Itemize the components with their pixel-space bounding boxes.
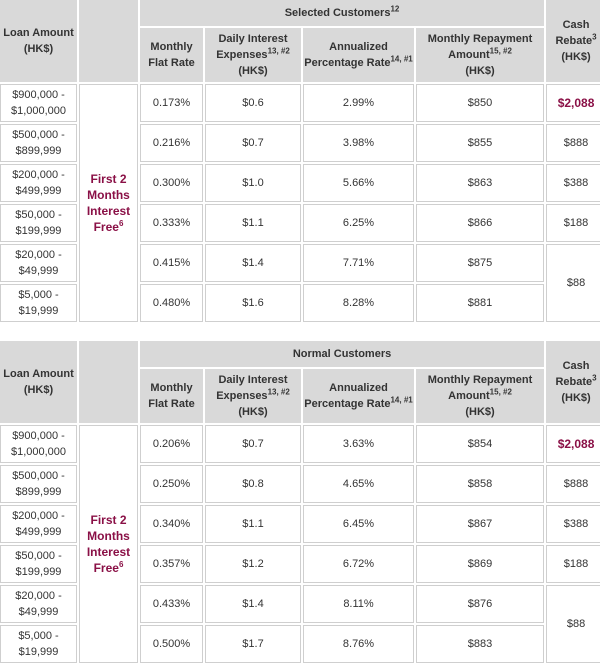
cash-rebate-unit: (HK$) [561, 392, 591, 404]
cash-rebate-label: Cash Rebate [555, 19, 593, 47]
loan-range-low: $20,000 - [15, 590, 62, 602]
loan-range-low: $200,000 - [12, 169, 65, 181]
loan-amount-header [0, 341, 77, 423]
table-title-footnote: 12 [390, 4, 400, 14]
loan-range-high: $1,000,000 [10, 105, 67, 117]
apr-cell: 8.11% [303, 585, 414, 623]
promo-header-blank [79, 341, 138, 423]
loan-range-high: $49,999 [18, 265, 59, 277]
loan-range-cell [0, 164, 77, 202]
cash-rebate-header [546, 0, 600, 82]
monthly-flat-rate-cell: 0.173% [140, 84, 203, 122]
apr-footnote: 14, #1 [390, 54, 413, 64]
promo-header-blank [79, 0, 138, 82]
promo-cell [79, 84, 138, 322]
daily-interest-cell: $1.0 [205, 164, 301, 202]
loan-range-cell [0, 124, 77, 162]
loan-range-low: $900,000 - [12, 430, 65, 442]
loan-range-cell [0, 425, 77, 463]
cash-rebate-cell: $388 [546, 164, 600, 202]
loan-range-low: $50,000 - [15, 209, 62, 221]
apr-cell: 3.98% [303, 124, 414, 162]
loan-amount-header [0, 0, 77, 82]
monthly-repayment-cell: $855 [416, 124, 544, 162]
promo-footnote: 6 [118, 560, 124, 569]
apr-cell: 4.65% [303, 465, 414, 503]
monthly-flat-rate-cell: 0.216% [140, 124, 203, 162]
monthly-repayment-footnote: 15, #2 [489, 46, 512, 56]
loan-range-cell [0, 545, 77, 583]
promo-footnote: 6 [118, 219, 124, 228]
loan-range-cell [0, 244, 77, 282]
cash-rebate-header [546, 341, 600, 423]
monthly-repayment-cell: $850 [416, 84, 544, 122]
apr-cell: 3.63% [303, 425, 414, 463]
loan-range-cell [0, 204, 77, 242]
daily-interest-footnote: 13, #2 [267, 46, 290, 56]
loan-range-high: $499,999 [15, 526, 62, 538]
cash-rebate-cell: $88 [546, 244, 600, 322]
cash-rebate-cell: $888 [546, 465, 600, 503]
monthly-flat-rate-cell: 0.340% [140, 505, 203, 543]
monthly-repayment-label: Monthly Repayment Amount [427, 374, 533, 402]
loan-range-low: $500,000 - [12, 470, 65, 482]
monthly-repayment-cell: $863 [416, 164, 544, 202]
loan-range-low: $500,000 - [12, 129, 65, 141]
monthly-flat-rate-cell: 0.357% [140, 545, 203, 583]
monthly-repayment-unit: (HK$) [465, 65, 495, 77]
table-title-text: Selected Customers [284, 7, 391, 19]
loan-range-high: $199,999 [15, 566, 62, 578]
monthly-flat-rate-cell: 0.333% [140, 204, 203, 242]
daily-interest-cell: $0.7 [205, 425, 301, 463]
promo-text: First 2 Months Interest Free [86, 513, 131, 575]
cash-rebate-label: Cash Rebate [555, 360, 593, 388]
monthly-repayment-unit: (HK$) [465, 406, 495, 418]
daily-interest-cell: $1.1 [205, 505, 301, 543]
apr-cell: 7.71% [303, 244, 414, 282]
loan-amount-label: Loan Amount [3, 27, 74, 39]
cash-rebate-cell: $88 [546, 585, 600, 663]
apr-cell: 5.66% [303, 164, 414, 202]
apr-cell: 6.45% [303, 505, 414, 543]
daily-interest-cell: $1.1 [205, 204, 301, 242]
cash-rebate-footnote: 3 [592, 32, 597, 42]
daily-interest-cell: $1.4 [205, 244, 301, 282]
apr-label: Annualized Percentage Rate [304, 382, 391, 410]
monthly-repayment-cell: $876 [416, 585, 544, 623]
loan-range-low: $200,000 - [12, 510, 65, 522]
apr-footnote: 14, #1 [390, 395, 413, 405]
apr-header [303, 369, 414, 423]
cash-rebate-cell: $2,088 [546, 84, 600, 122]
daily-interest-cell: $1.7 [205, 625, 301, 663]
promo-text: First 2 Months Interest Free [86, 172, 131, 234]
monthly-repayment-cell: $883 [416, 625, 544, 663]
apr-cell: 8.28% [303, 284, 414, 322]
apr-header [303, 28, 414, 82]
loan-range-low: $5,000 - [18, 630, 59, 642]
table-row [0, 425, 600, 463]
loan-range-high: $899,999 [15, 486, 62, 498]
daily-interest-cell: $0.6 [205, 84, 301, 122]
loan-range-high: $199,999 [15, 225, 62, 237]
daily-interest-cell: $0.8 [205, 465, 301, 503]
apr-cell: 6.72% [303, 545, 414, 583]
monthly-flat-rate-cell: 0.300% [140, 164, 203, 202]
monthly-repayment-header [416, 369, 544, 423]
daily-interest-unit: (HK$) [238, 65, 268, 77]
monthly-flat-rate-label: Monthly Flat Rate [148, 41, 195, 69]
apr-cell: 6.25% [303, 204, 414, 242]
loan-amount-label: Loan Amount [3, 368, 74, 380]
loan-range-low: $50,000 - [15, 550, 62, 562]
monthly-repayment-cell: $869 [416, 545, 544, 583]
loan-range-low: $5,000 - [18, 289, 59, 301]
cash-rebate-cell: $388 [546, 505, 600, 543]
cash-rebate-footnote: 3 [592, 373, 597, 383]
rate-table-2 [0, 339, 600, 665]
apr-cell: 2.99% [303, 84, 414, 122]
table-title [140, 341, 544, 367]
monthly-repayment-footnote: 15, #2 [489, 387, 512, 397]
loan-amount-unit: (HK$) [23, 43, 54, 55]
cash-rebate-cell: $888 [546, 124, 600, 162]
monthly-flat-rate-cell: 0.480% [140, 284, 203, 322]
monthly-flat-rate-cell: 0.250% [140, 465, 203, 503]
table-row [0, 84, 600, 122]
monthly-repayment-cell: $881 [416, 284, 544, 322]
cash-rebate-cell: $188 [546, 204, 600, 242]
monthly-repayment-cell: $854 [416, 425, 544, 463]
rate-table-1 [0, 0, 600, 324]
promo-cell [79, 425, 138, 663]
monthly-flat-rate-header [140, 28, 203, 82]
loan-amount-unit: (HK$) [23, 384, 54, 396]
monthly-flat-rate-header [140, 369, 203, 423]
cash-rebate-cell: $2,088 [546, 425, 600, 463]
daily-interest-cell: $1.4 [205, 585, 301, 623]
daily-interest-footnote: 13, #2 [267, 387, 290, 397]
loan-range-cell [0, 465, 77, 503]
cash-rebate-unit: (HK$) [561, 51, 591, 63]
loan-range-cell [0, 625, 77, 663]
monthly-repayment-header [416, 28, 544, 82]
loan-range-cell [0, 505, 77, 543]
monthly-flat-rate-cell: 0.433% [140, 585, 203, 623]
loan-range-low: $900,000 - [12, 89, 65, 101]
monthly-repayment-label: Monthly Repayment Amount [427, 33, 533, 61]
apr-cell: 8.76% [303, 625, 414, 663]
loan-range-high: $49,999 [18, 606, 59, 618]
monthly-repayment-cell: $867 [416, 505, 544, 543]
monthly-flat-rate-cell: 0.206% [140, 425, 203, 463]
loan-range-high: $19,999 [18, 305, 59, 317]
cash-rebate-cell: $188 [546, 545, 600, 583]
loan-range-high: $19,999 [18, 646, 59, 658]
monthly-flat-rate-cell: 0.500% [140, 625, 203, 663]
loan-range-high: $899,999 [15, 145, 62, 157]
loan-range-high: $499,999 [15, 185, 62, 197]
monthly-repayment-cell: $875 [416, 244, 544, 282]
loan-range-low: $20,000 - [15, 249, 62, 261]
daily-interest-cell: $1.6 [205, 284, 301, 322]
loan-range-high: $1,000,000 [10, 446, 67, 458]
daily-interest-label: Daily Interest Expenses [216, 33, 288, 61]
monthly-repayment-cell: $866 [416, 204, 544, 242]
monthly-flat-rate-label: Monthly Flat Rate [148, 382, 195, 410]
daily-interest-header [205, 369, 301, 423]
daily-interest-cell: $1.2 [205, 545, 301, 583]
loan-range-cell [0, 585, 77, 623]
monthly-repayment-cell: $858 [416, 465, 544, 503]
apr-label: Annualized Percentage Rate [304, 41, 391, 69]
daily-interest-unit: (HK$) [238, 406, 268, 418]
daily-interest-header [205, 28, 301, 82]
loan-range-cell [0, 284, 77, 322]
loan-range-cell [0, 84, 77, 122]
daily-interest-label: Daily Interest Expenses [216, 374, 288, 402]
monthly-flat-rate-cell: 0.415% [140, 244, 203, 282]
table-title-text: Normal Customers [292, 348, 392, 360]
daily-interest-cell: $0.7 [205, 124, 301, 162]
table-title [140, 0, 544, 26]
